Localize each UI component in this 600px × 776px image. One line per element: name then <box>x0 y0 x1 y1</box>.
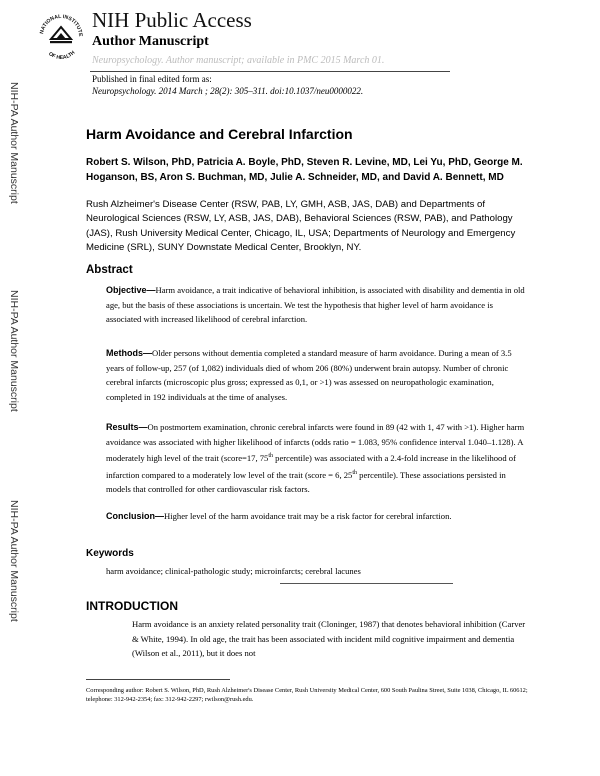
corresponding-author-footnote: Corresponding author: Robert S. Wilson, PhD, Rush Alzheimer's Disease Center, Rush University Medical Center, 600 South Paulina Street, Suite 1038, Chicago, IL 60612; telephone: 312-942-2354; fax: 312-942-2297; rwilson@rush.edu. <box>86 687 528 703</box>
author-manuscript-label: Author Manuscript <box>92 34 209 49</box>
footnote-divider <box>86 679 230 680</box>
methods-label: Methods— <box>106 348 152 358</box>
keywords-text: harm avoidance; clinical-pathologic study; microinfarcts; cerebral lacunes <box>106 566 361 576</box>
citation <box>92 86 363 97</box>
results-text-1: On postmortem examination, chronic cerebral infarcts were found in 89 (42 with 1, 47 with >1). Higher harm avoidance was associated with higher likelihood of infarcts (odds ratio = 1.083, 95% confidence interval 1.040–1.128). A moderately high level of the trait (score=17, 75 <box>106 422 525 464</box>
methods-text: Older persons without dementia completed a standard measure of harm avoidance. During a mean of 3.5 years of follow-up, 257 (of 1,082) individuals died of whom 206 (80%) underwent brain autopsy. Number of chronic cerebral infarcts (microscopic plus gross; expressed as 0,1, or >1) was assessed on neuropathologic examination, completed in 192 individuals at the time of analyses. <box>106 348 512 402</box>
results-label: Results— <box>106 422 148 432</box>
keywords-divider <box>280 583 453 584</box>
abstract-heading: Abstract <box>86 264 133 276</box>
abstract-objective <box>106 283 526 327</box>
results-superscript-1: th <box>268 453 274 460</box>
abstract-results <box>106 420 526 497</box>
conclusion-label: Conclusion— <box>106 511 164 521</box>
results-superscript-2: th <box>352 469 358 476</box>
svg-text:NATIONAL INSTITUTES: NATIONAL INSTITUTE <box>39 13 84 37</box>
author-list: Robert S. Wilson, PhD, Patricia A. Boyle, PhD, Steven R. Levine, MD, Lei Yu, PhD, George M. Hoganson, BS, Aron S. Buchman, MD, Julie A. Schneider, MD, and David A. Bennett, MD <box>86 157 523 183</box>
abstract-methods <box>106 346 526 404</box>
results-text-3: percentile). These associations persisted in models that controlled for other cardiovascular risk factors. <box>106 469 506 495</box>
header-divider <box>90 71 450 72</box>
availability-note: Neuropsychology. Author manuscript; available in PMC 2015 March 01. <box>92 55 385 66</box>
conclusion-text: Higher level of the harm avoidance trait may be a risk factor for cerebral infarction. <box>164 511 452 521</box>
objective-text: Harm avoidance, a trait indicative of behavioral inhibition, is associated with disability and dementia in old age, but the basis of these associations is uncertain. We test the hypothesis that higher level of harm avoidance is associated with increased likelihood of cerebral infarction. <box>106 285 525 325</box>
results-text-2: percentile) was associated with a 2.4-fold increase in the likelihood of infarction compared to a moderately low level of the trait (score = 6, 25 <box>106 453 516 480</box>
journal-banner-title: NIH Public Access <box>92 8 252 32</box>
paper-title: Harm Avoidance and Cerebral Infarction <box>86 126 353 142</box>
citation-text: Neuropsychology. 2014 March ; 28(2): 305–311. doi:10.1037/neu0000022. <box>92 86 364 96</box>
introduction-heading: INTRODUCTION <box>86 599 178 613</box>
introduction-text: Harm avoidance is an anxiety related personality trait (Cloninger, 1987) that denotes behavioral inhibition (Carver & White, 1994). In old age, the trait has been associated with incident mild cognitive impairment and dementia (Wilson et al., 2011), but it does not <box>132 619 526 659</box>
affiliation: Rush Alzheimer's Disease Center (RSW, PAB, LY, GMH, ASB, JAS, DAB) and Departments of Neurological Sciences (RSW, LY, ASB, JAS, DAB), Behavioral Sciences (RSW, PAB), and Pathology (JAS), Rush University Medical Center, Chicago, IL, USA; Departments of Neurology and Emergency Medicine (SRL), SUNY Downstate Medical Center, Brooklyn, NY. <box>86 199 516 253</box>
keywords-heading: Keywords <box>86 548 134 559</box>
objective-label: Objective— <box>106 285 156 295</box>
svg-text:OF HEALTH: OF HEALTH <box>47 49 77 62</box>
nih-logo <box>36 4 86 68</box>
published-label: Published in final edited form as: <box>92 74 212 84</box>
abstract-conclusion <box>106 509 526 524</box>
